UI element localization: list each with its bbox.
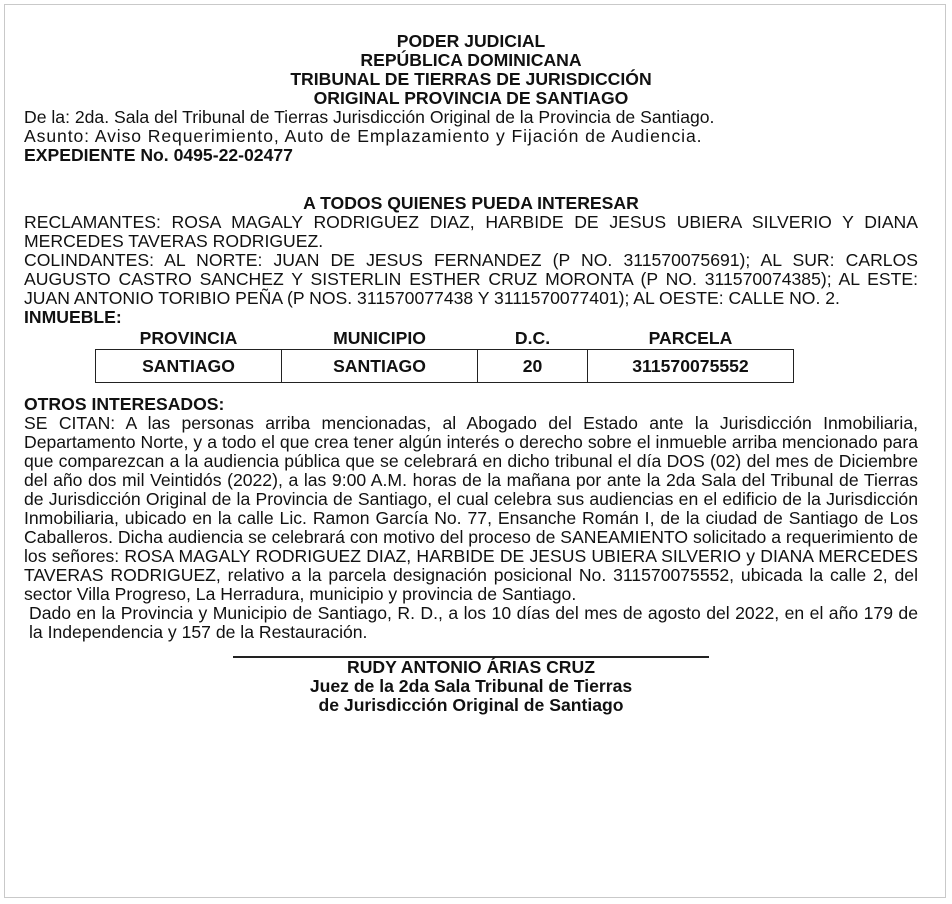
legal-notice [24, 32, 918, 715]
header-line-3: TRIBUNAL DE TIERRAS DE JURISDICCIÓN [290, 69, 652, 89]
judge-title-line-1: Juez de la 2da Sala Tribunal de Tierras [309, 676, 633, 696]
header-provincia: PROVINCIA [139, 327, 238, 348]
citation-paragraph: SE CITAN: A las personas arriba mencionadas, al Abogado del Estado ante la Jurisdicción Inmobiliaria, Departamento Norte, y a todo el que crea tener algún interés o derecho sobre el inmueble arriba mencionado para que comparezcan a la audiencia pública que se celebrará en dicho tribunal el día DOS (02) del mes de Diciembre del año dos mil Veintidós (2022), a las 9:00 A.M. horas de la mañana por ante la 2da Sala del Tribunal de Tierras de Jurisdicción Original de la Provincia de Santiago, el cual celebra sus audiencias en el edificio de la Jurisdicción Inmobiliaria, ubicado en la calle Lic. Ramon García No. 77, Ensanche Román I, de la ciudad de Santiago de Los Caballeros. Dicha audiencia se celebrará con motivo del proceso de SANEAMIENTO solicitado a requerimiento de los señores: ROSA MAGALY RODRIGUEZ DIAZ, HARBIDE DE JESUS UBIERA SILVERIO y DIANA MERCEDES TAVERAS RODRIGUEZ, relativo a la parcela designación posicional No. 311570075552, ubicada la calle 2, del sector Villa Progreso, La Herradura, municipio y provincia de Santiago. [24, 413, 918, 604]
header-parcela: PARCELA [648, 327, 733, 348]
cell-provincia: SANTIAGO [96, 350, 282, 383]
header-line-1: PODER JUDICIAL [396, 31, 546, 51]
header-line-4: ORIGINAL PROVINCIA DE SANTIAGO [313, 88, 629, 108]
cell-parcela: 311570075552 [588, 350, 794, 383]
from-line: De la: 2da. Sala del Tribunal de Tierras Jurisdicción Original de la Provincia de Santiago. [24, 107, 715, 127]
colindantes-paragraph: COLINDANTES: AL NORTE: JUAN DE JESUS FERNANDEZ (P NO. 311570075691); AL SUR: CARLOS AUGUSTO CASTRO SANCHEZ Y SISTERLIN ESTHER CRUZ MORONTA (P NO. 311570074385); AL ESTE: JUAN ANTONIO TORIBIO PEÑA (P NOS. 311570077438 Y 3111570077401); AL OESTE: CALLE NO. 2. [24, 250, 918, 308]
reclamantes-paragraph: RECLAMANTES: ROSA MAGALY RODRIGUEZ DIAZ, HARBIDE DE JESUS UBIERA SILVERIO Y DIANA MERCEDES TAVERAS RODRIGUEZ. [24, 212, 918, 251]
inmueble-label: INMUEBLE: [24, 307, 122, 327]
table-row [96, 350, 794, 383]
cell-municipio: SANTIAGO [282, 350, 478, 383]
judge-title-line-2: de Jurisdicción Original de Santiago [318, 695, 624, 715]
inmueble-table [95, 327, 794, 383]
dado-paragraph: Dado en la Provincia y Municipio de Santiago, R. D., a los 10 días del mes de agosto del 2022, en el año 179 de la Independencia y 157 de la Restauración. [29, 603, 918, 642]
to-all-heading: A TODOS QUIENES PUEDA INTERESAR [303, 193, 639, 213]
inmueble-table-header [96, 327, 794, 350]
cell-dc: 20 [478, 350, 588, 383]
header-line-2: REPÚBLICA DOMINICANA [360, 50, 582, 70]
expediente-number: EXPEDIENTE No. 0495-22-02477 [24, 145, 293, 165]
subject-line: Asunto: Aviso Requerimiento, Auto de Emplazamiento y Fijación de Audiencia. [24, 126, 703, 146]
otros-interesados-label: OTROS INTERESADOS: [24, 394, 225, 414]
judge-name: RUDY ANTONIO ÁRIAS CRUZ [347, 657, 595, 677]
header-dc: D.C. [514, 327, 551, 348]
header-municipio: MUNICIPIO [333, 327, 426, 348]
notice-header [24, 32, 918, 108]
